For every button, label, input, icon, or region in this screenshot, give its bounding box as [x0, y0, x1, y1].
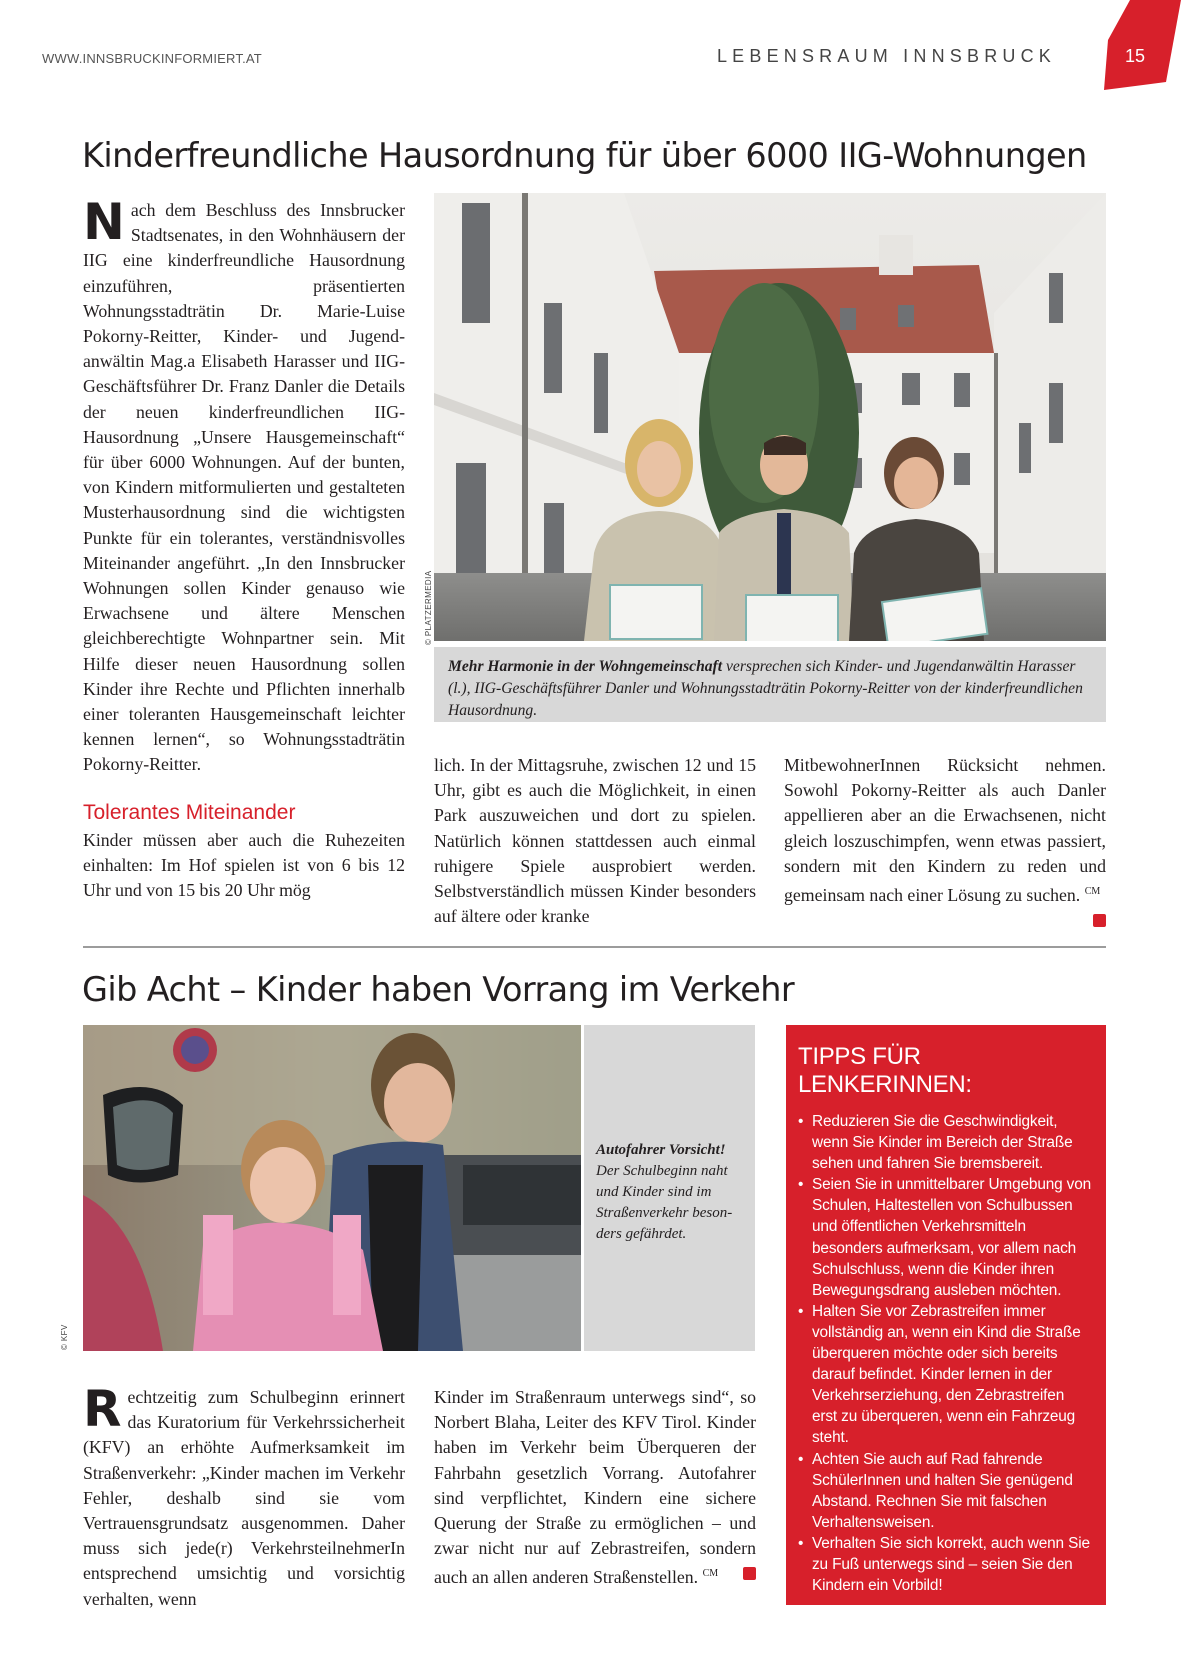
article1-para2-part2: lich. In der Mittagsruhe, zwischen 12 und 15 Uhr, gibt es auch die Möglichkeit, in einen Park auszuweichen und dort zu spielen. Natürlich können stattdessen auch einmal ruhigere Spiele ausprobiert werden. Selbstverständlich müssen Kinder besonders auf ältere oder kranke	[434, 755, 756, 927]
caption2-bold-lead: Autofahrer Vorsicht!	[596, 1142, 726, 1158]
tip-item: • Reduzieren Sie die Geschwindigkeit, wenn Sie Kinder im Bereich der Straße sehen und fahren Sie bremsbereit.	[798, 1111, 1092, 1174]
article1-photo-caption	[434, 647, 1106, 722]
dropcap-n: N	[83, 193, 125, 251]
author-initials: CM	[702, 1568, 719, 1580]
tips-list	[798, 1111, 1092, 1596]
article2-column-1	[83, 1380, 405, 1612]
article2-text-part2: Kinder im Straßenraum unterwegs sind“, so Norbert Blaha, Leiter des KFV Tirol. Kinder haben im Verkehr beim Überqueren der Fahrbahn gesetzlich Vorrang. Autofahrer sind verpflichtet, Kindern eine sichere Querung der Straße zu ermöglichen – und zwar nicht nur auf Zebrastreifen, sondern auch an allen anderen Straßenstellen.	[434, 1387, 756, 1588]
article-divider	[83, 946, 1106, 948]
article1-column-1	[83, 193, 405, 903]
article2-photo-caption	[584, 1025, 755, 1351]
kfv-website-link[interactable]: www.kfv.at	[798, 1605, 871, 1623]
tips-box	[786, 1025, 1106, 1623]
page-number-tab	[1100, 0, 1181, 92]
dropcap-r: R	[83, 1380, 122, 1438]
page-number: 15	[1125, 46, 1146, 66]
article1-para2-part3: MitbewohnerInnen Rücksicht nehmen. Sowohl Pokorny-Reitter als auch Danler appellieren aber an die Erwachsenen, nicht gleich loszuschimpfen, wenn etwas passiert, sondern mit den Kindern zu reden und gemeinsam nach einer Lösung zu suchen.	[784, 755, 1106, 905]
article2-text-part1: echtzeitig zum Schulbeginn erinnert das Kuratorium für Verkehrssicherheit (KFV) an erhöhte Aufmerksamkeit im Straßenverkehr: „Kinder machen im Verkehr Fehler, deshalb sind sie vom Vertrauensgrundsatz ausgenommen. Daher muss sich jede(r) VerkehrsteilnehmerIn entsprechend umsichtig und vorsichtig verhalten, wenn	[83, 1387, 405, 1609]
article1-subhead: Tolerantes Miteinander	[83, 800, 296, 824]
tip-item: • Verhalten Sie sich korrekt, auch wenn Sie zu Fuß unterwegs sind – seien Sie den Kindern ein Vorbild!	[798, 1533, 1092, 1596]
courtyard-photo-image	[434, 193, 1106, 641]
article2-photo	[83, 1025, 581, 1351]
caption2-text: Der Schulbeginn naht und Kinder sind im Straßenverkehr besonders gefährdet.	[596, 1163, 733, 1242]
tips-title: TIPPS FÜR LENKERINNEN:	[798, 1043, 972, 1098]
article1-headline: Kinderfreundliche Hausordnung für über 6000 IIG-Wohnungen	[82, 136, 1087, 175]
author-initials: CM	[1084, 886, 1101, 898]
caption-bold-lead: Mehr Harmonie in der Wohngemeinschaft	[448, 658, 723, 675]
article1-lead-text: ach dem Beschluss des Innsbrucker Stadtsenates, in den Wohnhäusern der IIG eine kinderfreundliche Hausordnung einzuführen, präsentierten Wohnungsstadträtin Dr. Marie-Luise Pokorny-Reitter, Kinder- und Jugendanwältin Mag.a Elisabeth Harasser und IIG-Geschäftsführer Dr. Franz Danler die Details der neuen kinderfreundlichen IIG-Hausordnung „Unsere Hausgemeinschaft“ für über 6000 Wohnungen. Auf der bunten, von Kindern mitformulierten und gestalteten Musterhausordnung sind die wichtigsten Punkte für ein tolerantes, verständnisvolles Miteinander angeführt. „In den Innsbrucker Wohnungen sollen Kinder genauso wie Erwachsene und ältere Menschen gleichberechtigte Wohnpartner sein. Mit Hilfe dieser neuen Hausordnung sollen Kinder ihre Rechte und Pflichten innerhalb einer toleranten Hausgemeinschaft leichter kennen lernen“, so Wohnungsstadträtin Pokorny-Reitter.	[83, 200, 405, 775]
article1-column-2	[434, 753, 756, 929]
section-label: LEBENSRAUM INNSBRUCK	[716, 46, 1056, 66]
caption-text: versprechen sich Kinder- und Jugendanwältin Harasser (l.), IIG-Geschäftsführer Danler und Wohnungsstadträtin Pokorny-Reitter von der kinderfreundlichen Hausordnung.	[448, 658, 1083, 719]
article2-column-2	[434, 1385, 756, 1591]
end-of-article-mark	[743, 1567, 756, 1580]
article2-photo-credit: © KFV	[60, 1324, 69, 1350]
article1-photo-credit: © PLATZERMEDIA	[424, 570, 433, 645]
article1-column-3	[784, 753, 1106, 927]
article1-para2-part1: Kinder müssen aber auch die Ruhezeiten einhalten: Im Hof spielen ist von 6 bis 12 Uhr und von 15 bis 20 Uhr mög	[83, 829, 405, 901]
tip-item: • Halten Sie vor Zebrastreifen immer vollständig an, wenn ein Kind die Straße überqueren möchte oder sich bereits darauf befindet. Kinder lernen in der Verkehrserziehung, den Zebrastreifen erst zu überqueren, wenn ein Fahrzeug steht.	[798, 1301, 1092, 1449]
end-of-article-mark	[1093, 914, 1106, 927]
children-photo-image	[83, 1025, 581, 1351]
tip-item: • Seien Sie in unmittelbarer Umgebung von Schulen, Haltestellen von Schulbussen und öffentlichen Verkehrsmitteln besonders aufmerksam, vor allem nach Schulschluss, wenn die Kinder ihren Bewegungsdrang ausleben möchten.	[798, 1174, 1092, 1301]
site-url: WWW.INNSBRUCKINFORMIERT.AT	[42, 51, 262, 66]
tip-item: • Achten Sie auch auf Rad fahrende SchülerInnen und halten Sie genügend Abstand. Rechnen Sie mit falschen Verhaltensweisen.	[798, 1449, 1092, 1533]
article1-photo	[434, 193, 1106, 641]
article2-headline: Gib Acht – Kinder haben Vorrang im Verkehr	[82, 970, 795, 1009]
